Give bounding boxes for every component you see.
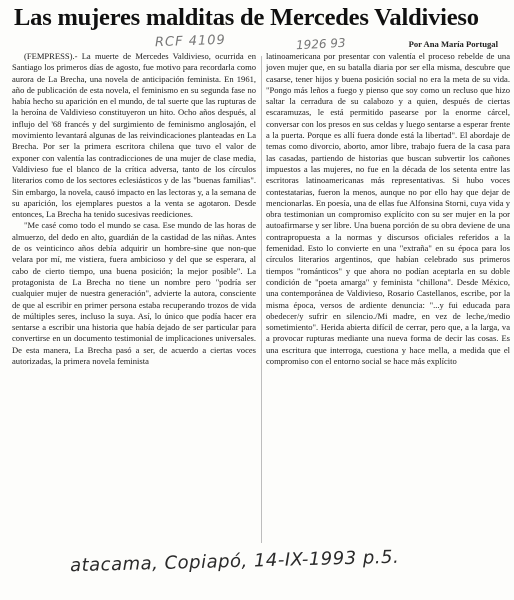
article-byline: Por Ana María Portugal <box>408 39 498 49</box>
left-paragraph-2: "Me casé como todo el mundo se casa. Ese mundo de las horas de almuerzo, del dedo en alto, guardián de la castidad de las niñas. Antes de os veinticinco años debía adquirir un hombre-sine que non-que velara por mí, me vistiera, fuera ambicioso y del que se esperara, al cabo de cierto tiempo, una buena posición; la mejor posible". La protagonista de La Brecha no tiene un nombre pero "podría ser cualquier mujer de nuestra generación", advierte la autora, consciente de que al escribir en primer persona estaba recuperando trozos de vida de múltiples seres, incluso la suya. Así, lo único que podía hacer era sentarse a escribir una historia que había dejado de ser particular para convertirse en un documento testimonial de implicaciones universales. De esta manera, La Brecha pasó a ser, de acuerdo a ciertas voces autorizadas, la primera novela feminista <box>12 220 256 367</box>
article-column-left <box>12 51 256 547</box>
handwritten-source-note: atacama, Copiapó, 14-IX-1993 p.5. <box>69 546 400 577</box>
right-paragraph-1: latinoamericana por presentar con valentía el proceso rebelde de una joven mujer que, en su batalla diaria por ser ella misma, descubre que casarse, tener hijos y buena posición social no era la meta de su vida. "Pongo más leños a fuego y pienso que soy como un recluso que hizo saltar la cerradura de su calabozo y a quien, después de ciertas escaramuzas, le está permitido pasearse por la enorme cárcel, conversar con los presos en sus celdas y luego sentarse a esperar frente a la puerta. Porque es allí fuera donde está la libertad". El abordaje de temas como divorcio, aborto, amor libre, trabajo fuera de la casa para las casadas, partiendo de historias que buscan subvertir los cañones impuestos a las mujeres, no fue en la década de los setenta entre las escritoras latinoamericanas más representativas. Si hubo voces contestatarias, fueron la menos, aunque no por ello hay que dejar de mencionarlas. En poesía, una de ellas fue Alfonsina Storni, cuya vida y obra testimonian un compromiso explícito con su ser mujer en la por autoafirmarse y ser libre. Una buena porción de su obra deviene de una contrapropuesta a la normas y discursos oficiales referidos a la femenidad. Esto lo convierte en una "extraña" en su época para los círculos literarios argentinos, que habían celebrado sus primeros tiempos "románticos" y que ahora no podían aceptarla en su doble condición de "poeta amarga" y feminista "chillona". Desde México, una contemporánea de Valdivieso, Rosario Castellanos, escribe, por la misma época, versos de ardiente denuncia: "...y fui educada para obedecer/y sufrir en silencio./Mi madre, en vez de leche,/medio sometimiento". Herida abierta difícil de cerrar, pero que, a la larga, va a provocar rupturas mediante una nueva forma de decir las cosas. Es una escritura que interroga, cuestiona y hace mella, a medida que el compromiso con el entorno social se hace más explícito <box>266 51 510 367</box>
column-divider <box>261 56 262 543</box>
article-title: Las mujeres malditas de Mercedes Valdivieso <box>14 4 479 31</box>
handwritten-catalog-code: RCF 4109 <box>154 32 227 51</box>
left-paragraph-1: (FEMPRESS).- La muerte de Mercedes Valdivieso, ocurrida en Santiago los primeros días de agosto, fue motivo para recordarla como aurora de La Brecha, una novela de anticipación feminista. En 1961, año de publicación de esta novela, el feminismo en su segunda fase no había hecho su aparición en el mundo, de tal suerte que las rupturas de la heroína de Valdivieso constituyeron un hito. Ocho años después, al influjo del '68 francés y del surgimiento de feminismo anglosajón, el movimiento levantará algunas de las reivindicaciones planteadas en La Brecha. Por ser la primera escritora chilena que tuvo el valor de exponer con valentía las contradicciones de una mujer de clase media, Valdivieso fue el blanco de la crítica adversa, tanto de los círculos literarios como de los sectores eclesiásticos y de las "buenas familias". Sin embargo, la novela, causó impacto en las lectoras y, a la semana de su aparición, los ejemplares puestos a la venta se agotaron. Desde entonces, La Brecha ha tenido sucesivas reediciones. <box>12 51 256 220</box>
handwritten-number: 1926 93 <box>295 35 346 53</box>
article-column-right <box>266 51 510 547</box>
